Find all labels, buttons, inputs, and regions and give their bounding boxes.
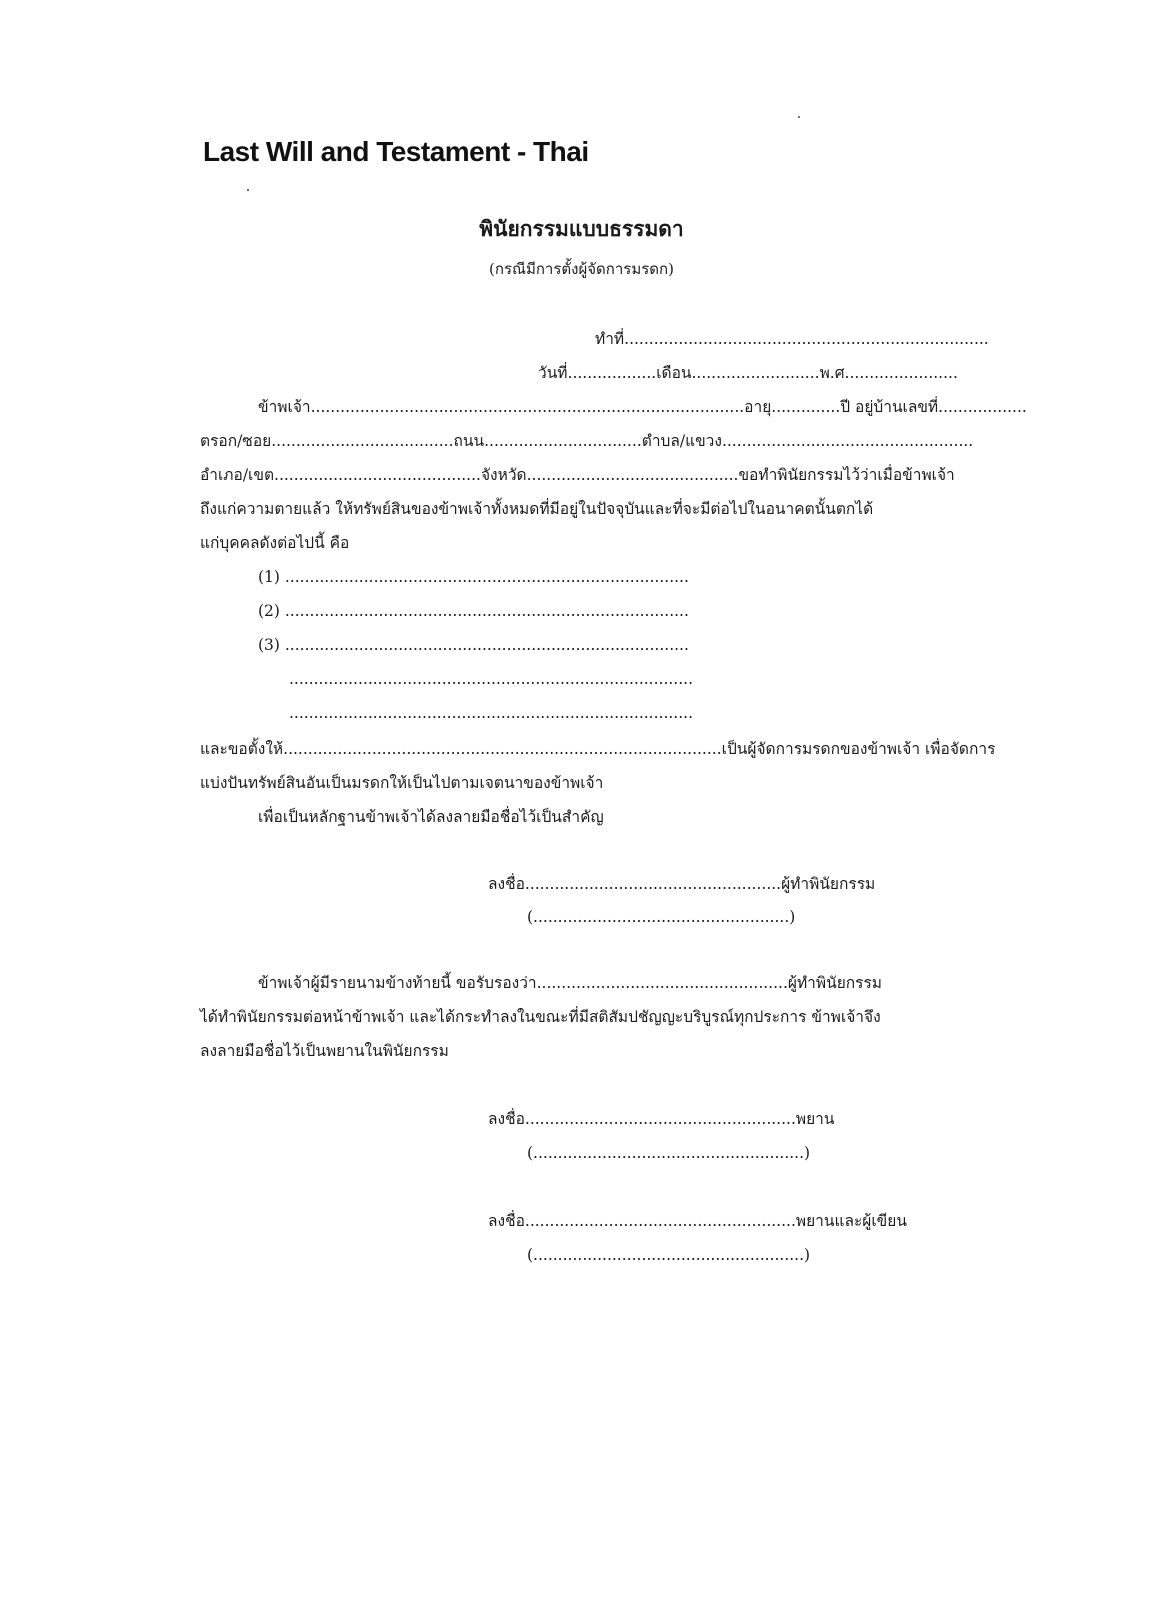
writer-signature-line: ลงชื่อ.......................................................พยานและผู้เขียน bbox=[488, 1212, 907, 1230]
heir-line-4: .................................................................................. bbox=[289, 670, 694, 688]
witness-statement-line-3: ลงลายมือชื่อไว้เป็นพยานในพินัยกรรม bbox=[200, 1042, 449, 1060]
writer-name-parentheses: (.......................................................) bbox=[527, 1246, 811, 1264]
lane-road-line: ตรอก/ซอย.....................................ถนน................................ตำบล/แขวง................................................... bbox=[200, 432, 974, 450]
date-line: วันที่..................เดือน..........................พ.ศ....................... bbox=[538, 364, 958, 382]
testator-signature-line: ลงชื่อ....................................................ผู้ทำพินัยกรรม bbox=[488, 875, 876, 893]
form-subtitle: (กรณีมีการตั้งผู้จัดการมรดก) bbox=[489, 260, 674, 278]
document-heading: Last Will and Testament - Thai bbox=[203, 136, 589, 167]
witness-statement-line-2: ได้ทำพินัยกรรมต่อหน้าข้าพเจ้า และได้กระทำลงในขณะที่มีสติสัมปชัญญะบริบูรณ์ทุกประการ ข้าพเจ้าจึง bbox=[200, 1008, 881, 1026]
evidence-line: เพื่อเป็นหลักฐานข้าพเจ้าได้ลงลายมือชื่อไว้เป็นสำคัญ bbox=[258, 808, 604, 826]
witness-signature-line: ลงชื่อ.......................................................พยาน bbox=[488, 1110, 835, 1128]
estate-line-2: แก่บุคคลดังต่อไปนี้ คือ bbox=[200, 534, 350, 552]
heir-line-5: .................................................................................. bbox=[289, 704, 694, 722]
heir-line-3: (3) .................................................................................. bbox=[258, 636, 689, 654]
form-title: พินัยกรรมแบบธรรมดา bbox=[479, 216, 684, 241]
witness-name-parentheses: (.......................................................) bbox=[527, 1144, 811, 1162]
scan-speck bbox=[247, 189, 249, 191]
executor-line-1: และขอตั้งให้.........................................................................................เป็นผู้จัดการมรดกของข้าพเจ้า เพื่อจัดการ bbox=[200, 740, 996, 758]
testator-line: ข้าพเจ้า........................................................................................อายุ..............ปี อยู่บ้านเลขที่.................. bbox=[258, 398, 1027, 416]
witness-statement-line-1: ข้าพเจ้าผู้มีรายนามข้างท้ายนี้ ขอรับรองว่า...................................................ผู้ทำพินัยกรรม bbox=[258, 974, 883, 992]
testator-name-parentheses: (....................................................) bbox=[527, 908, 796, 926]
district-province-line: อำเภอ/เขต..........................................จังหวัด...........................................ขอทำพินัยกรรมไว้ว่าเมื่อข้าพเจ้า bbox=[200, 466, 955, 484]
estate-line-1: ถึงแก่ความตายแล้ว ให้ทรัพย์สินของข้าพเจ้าทั้งหมดที่มีอยู่ในปัจจุบันและที่จะมีต่อไปในอนาคตนั้นตกได้ bbox=[200, 500, 874, 518]
executor-line-2: แบ่งปันทรัพย์สินอันเป็นมรดกให้เป็นไปตามเจตนาของข้าพเจ้า bbox=[200, 774, 604, 792]
scan-speck bbox=[798, 116, 800, 118]
made-at-line: ทำที่.......................................................................... bbox=[595, 330, 989, 348]
heir-line-2: (2) .................................................................................. bbox=[258, 602, 689, 620]
heir-line-1: (1) .................................................................................. bbox=[258, 568, 689, 586]
